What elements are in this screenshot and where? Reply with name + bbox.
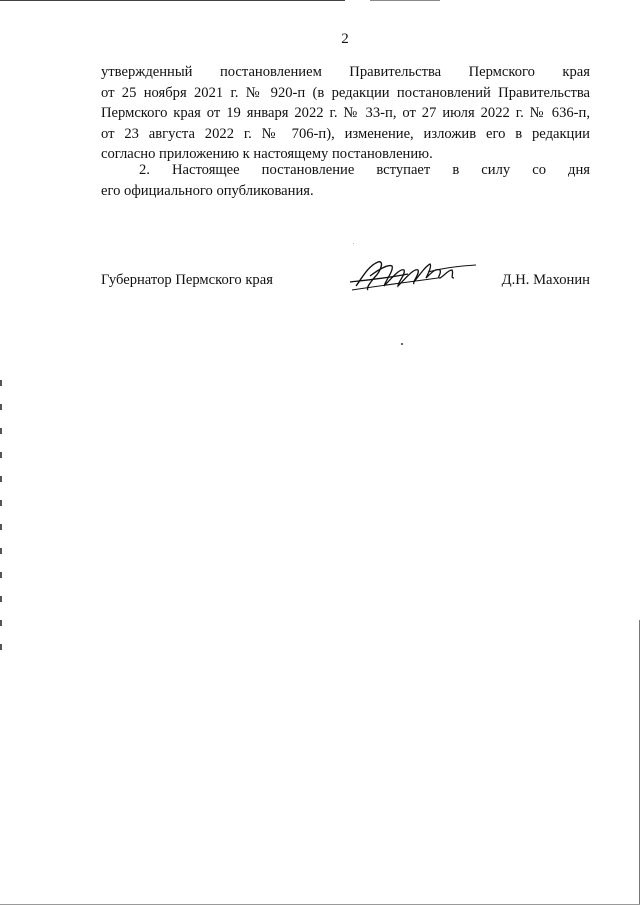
page-number: 2 — [341, 31, 349, 47]
paragraph-amendment — [101, 62, 590, 165]
signatory-name: Д.Н. Махонин — [501, 272, 590, 288]
top-scan-rule — [0, 0, 345, 1]
text-line: Пермского края от 19 января 2022 г. № 33-п, от 27 июля 2022 г. № 636-п, — [101, 105, 590, 122]
top-scan-rule-short — [370, 0, 440, 1]
text-line: от 25 ноября 2021 г. № 920-п (в редакции постановлений Правительства — [101, 84, 590, 101]
left-scan-edge — [0, 380, 2, 660]
scan-speck — [401, 343, 403, 345]
scan-speck — [353, 243, 354, 244]
text-line: утвержденный постановлением Правительства Пермского края — [101, 64, 590, 80]
text-line: согласно приложению к настоящему постановлению. — [101, 146, 433, 163]
handwritten-signature — [348, 256, 478, 296]
text-line: от 23 августа 2022 г. № 706-п), изменение, изложив его в редакции — [101, 125, 590, 142]
text-line: его официального опубликования. — [101, 182, 314, 199]
text-line: 2. Настоящее постановление вступает в силу со дня — [139, 162, 590, 178]
paragraph-effective-date — [101, 160, 590, 201]
signatory-title: Губернатор Пермского края — [101, 272, 273, 288]
